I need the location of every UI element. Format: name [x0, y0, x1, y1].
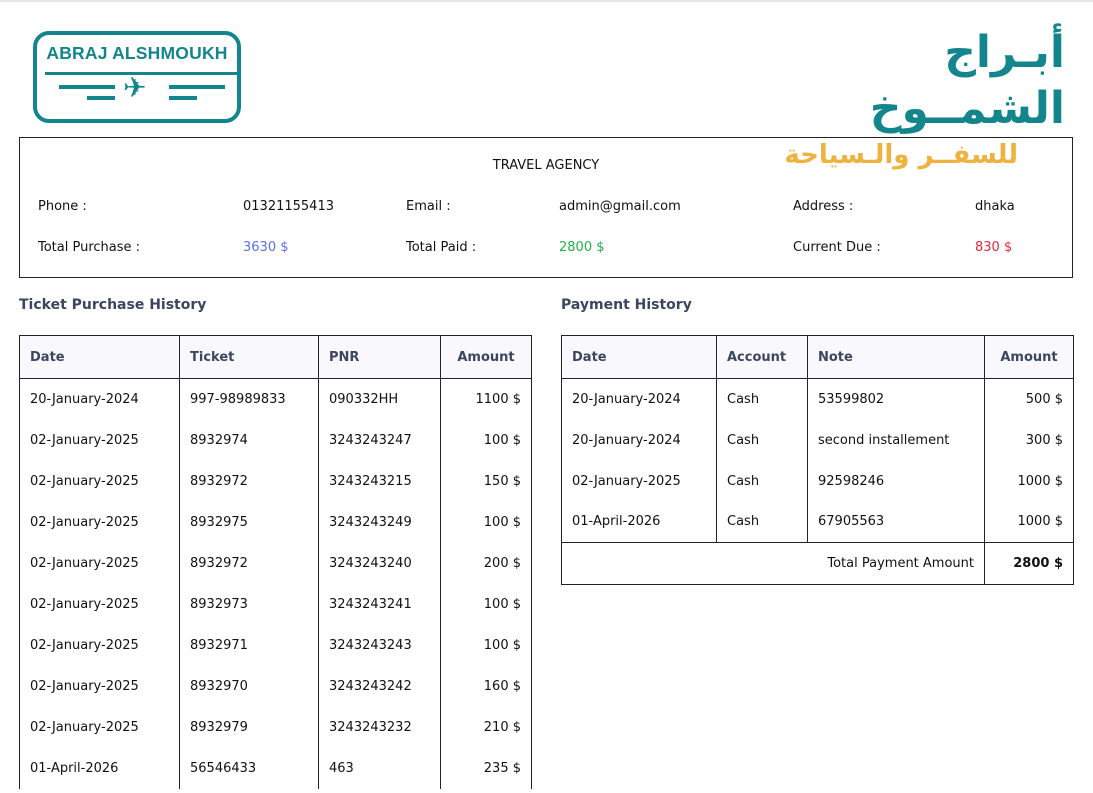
top-divider — [0, 0, 1093, 2]
cell-date: 20-January-2024 — [20, 379, 180, 420]
column-header-date: Date — [562, 336, 717, 379]
cell-amount: 100 $ — [441, 584, 532, 625]
cell-note: second installement — [808, 420, 985, 461]
cell-amount: 160 $ — [441, 666, 532, 707]
total-payment-label: Total Payment Amount — [562, 543, 985, 585]
cell-pnr: 3243243242 — [319, 666, 441, 707]
cell-date: 02-January-2025 — [20, 666, 180, 707]
payment-history-title: Payment History — [561, 297, 692, 313]
table-row — [562, 461, 1074, 502]
cell-amount: 100 $ — [441, 625, 532, 666]
cell-ticket: 8932979 — [180, 707, 319, 748]
cell-date: 20-January-2024 — [562, 420, 717, 461]
cell-amount: 1100 $ — [441, 379, 532, 420]
cell-amount: 100 $ — [441, 502, 532, 543]
agency-title: TRAVEL AGENCY — [492, 158, 600, 173]
cell-date: 02-January-2025 — [20, 707, 180, 748]
column-header-amount: Amount — [985, 336, 1074, 379]
cell-pnr: 3243243247 — [319, 420, 441, 461]
cell-amount: 1000 $ — [985, 502, 1074, 543]
arabic-logo-tagline: للسفــر والـسياحة — [784, 140, 1018, 170]
cell-date: 20-January-2024 — [562, 379, 717, 420]
total-row — [562, 543, 1074, 585]
current-due-value: 830 $ — [975, 240, 1013, 255]
column-header-ticket: Ticket — [180, 336, 319, 379]
cell-ticket: 8932974 — [180, 420, 319, 461]
column-header-date: Date — [20, 336, 180, 379]
table-header-row — [562, 336, 1074, 379]
airplane-icon: ✈ — [123, 71, 147, 104]
column-header-account: Account — [717, 336, 808, 379]
current-due-label: Current Due : — [793, 240, 881, 255]
company-logo — [33, 31, 241, 123]
phone-label: Phone : — [38, 199, 87, 214]
cell-ticket: 8932971 — [180, 625, 319, 666]
cell-date: 02-January-2025 — [20, 502, 180, 543]
payment-history-table — [561, 335, 1074, 585]
phone-value: 01321155413 — [243, 199, 334, 214]
cell-ticket: 8932970 — [180, 666, 319, 707]
cell-amount: 1000 $ — [985, 461, 1074, 502]
table-row — [562, 420, 1074, 461]
cell-amount: 235 $ — [441, 748, 532, 789]
cell-note: 92598246 — [808, 461, 985, 502]
table-row — [562, 379, 1074, 420]
cell-ticket: 997-98989833 — [180, 379, 319, 420]
cell-amount: 210 $ — [441, 707, 532, 748]
cell-pnr: 3243243240 — [319, 543, 441, 584]
email-value: admin@gmail.com — [559, 199, 681, 214]
cell-pnr: 463 — [319, 748, 441, 789]
cell-ticket: 8932972 — [180, 543, 319, 584]
email-label: Email : — [406, 199, 451, 214]
table-row — [562, 502, 1074, 543]
cell-amount: 500 $ — [985, 379, 1074, 420]
cell-pnr: 3243243232 — [319, 707, 441, 748]
cell-date: 02-January-2025 — [20, 584, 180, 625]
cell-date: 01-April-2026 — [562, 502, 717, 543]
cell-note: 53599802 — [808, 379, 985, 420]
column-header-note: Note — [808, 336, 985, 379]
logo-line — [87, 96, 115, 100]
logo-line — [59, 85, 115, 89]
table-row — [20, 748, 532, 789]
column-header-amount: Amount — [441, 336, 532, 379]
cell-pnr: 090332HH — [319, 379, 441, 420]
table-row — [20, 666, 532, 707]
cell-note: 67905563 — [808, 502, 985, 543]
cell-account: Cash — [717, 461, 808, 502]
cell-pnr: 3243243215 — [319, 461, 441, 502]
cell-amount: 100 $ — [441, 420, 532, 461]
logo-line — [169, 96, 197, 100]
cell-date: 02-January-2025 — [562, 461, 717, 502]
ticket-history-title: Ticket Purchase History — [19, 297, 207, 313]
total-payment-value: 2800 $ — [985, 543, 1074, 585]
arabic-logo-title: أبـراج الشمــوخ — [869, 27, 1065, 134]
table-row — [20, 420, 532, 461]
table-row — [20, 543, 532, 584]
table-row — [20, 379, 532, 420]
total-paid-value: 2800 $ — [559, 240, 605, 255]
cell-date: 02-January-2025 — [20, 461, 180, 502]
logo-brand-text: ABRAJ ALSHMOUKH — [46, 43, 228, 63]
cell-amount: 300 $ — [985, 420, 1074, 461]
column-header-pnr: PNR — [319, 336, 441, 379]
table-header-row — [20, 336, 532, 379]
cell-pnr: 3243243243 — [319, 625, 441, 666]
cell-account: Cash — [717, 502, 808, 543]
cell-ticket: 8932972 — [180, 461, 319, 502]
table-row — [20, 461, 532, 502]
ticket-history-table — [19, 335, 532, 789]
cell-account: Cash — [717, 379, 808, 420]
logo-line — [169, 85, 225, 89]
address-label: Address : — [793, 199, 854, 214]
table-row — [20, 502, 532, 543]
cell-amount: 200 $ — [441, 543, 532, 584]
total-purchase-value: 3630 $ — [243, 240, 289, 255]
cell-ticket: 56546433 — [180, 748, 319, 789]
total-paid-label: Total Paid : — [406, 240, 477, 255]
address-value: dhaka — [975, 199, 1015, 214]
cell-date: 02-January-2025 — [20, 420, 180, 461]
cell-date: 01-April-2026 — [20, 748, 180, 789]
table-row — [20, 707, 532, 748]
cell-pnr: 3243243241 — [319, 584, 441, 625]
cell-date: 02-January-2025 — [20, 543, 180, 584]
agency-info-box — [19, 137, 1073, 278]
table-row — [20, 584, 532, 625]
cell-pnr: 3243243249 — [319, 502, 441, 543]
cell-ticket: 8932973 — [180, 584, 319, 625]
cell-account: Cash — [717, 420, 808, 461]
cell-date: 02-January-2025 — [20, 625, 180, 666]
cell-ticket: 8932975 — [180, 502, 319, 543]
table-row — [20, 625, 532, 666]
cell-amount: 150 $ — [441, 461, 532, 502]
total-purchase-label: Total Purchase : — [38, 240, 141, 255]
